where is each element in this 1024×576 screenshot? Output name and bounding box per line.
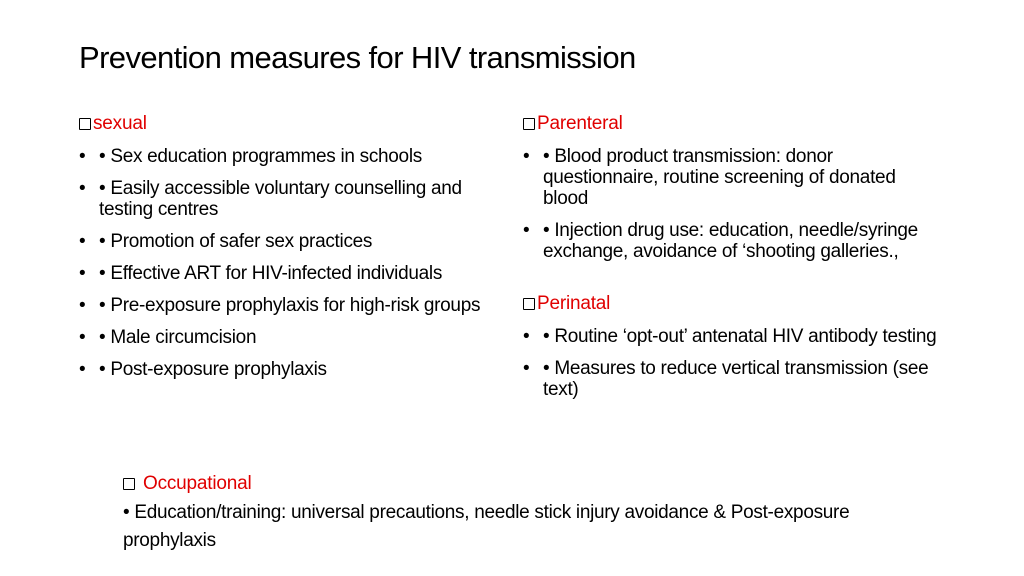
perinatal-heading-label: Perinatal — [537, 293, 611, 314]
list-item: • • Promotion of safer sex practices — [79, 231, 373, 252]
list-item: • • Pre-exposure prophylaxis for high-risk groups — [79, 295, 481, 316]
checkbox-bullet-icon — [79, 118, 91, 130]
bullet-icon: • — [79, 263, 86, 284]
checkbox-bullet-icon — [523, 298, 535, 310]
parenteral-heading-label: Parenteral — [537, 113, 623, 134]
list-item: • • Sex education programmes in schools — [79, 146, 422, 167]
bullet-icon: • — [79, 359, 86, 380]
bullet-icon: • — [79, 178, 86, 199]
sexual-section — [79, 112, 489, 380]
sexual-heading-label: sexual — [93, 113, 147, 134]
bullet-icon: • — [79, 146, 86, 167]
list-item: • • Effective ART for HIV-infected individuals — [79, 263, 443, 284]
bullet-icon: • — [523, 146, 530, 167]
parenteral-heading — [523, 112, 943, 135]
right-column — [523, 112, 943, 400]
list-item: • • Measures to reduce vertical transmission (see text) — [523, 358, 929, 400]
bullet-icon: • — [523, 220, 530, 241]
slide-title: Prevention measures for HIV transmission — [79, 40, 636, 75]
list-item: • • Post-exposure prophylaxis — [79, 359, 327, 380]
checkbox-bullet-icon — [523, 118, 535, 130]
bullet-icon: • — [523, 326, 530, 347]
bullet-icon: • — [79, 327, 86, 348]
sexual-heading — [79, 112, 489, 135]
list-item: • • Routine ‘opt-out’ antenatal HIV antibody testing — [523, 326, 937, 347]
occupational-heading — [123, 472, 943, 495]
list-item: • • Male circumcision — [79, 327, 257, 348]
parenteral-list — [523, 146, 943, 262]
list-item: • • Easily accessible voluntary counselling and testing centres — [79, 178, 462, 220]
bullet-icon: • — [523, 358, 530, 379]
list-item: • • Blood product transmission: donor questionnaire, routine screening of donated blood — [523, 146, 896, 209]
perinatal-heading — [523, 292, 943, 315]
sexual-list — [79, 146, 489, 380]
occupational-heading-label: Occupational — [143, 473, 252, 494]
perinatal-list — [523, 326, 943, 400]
occupational-text: • Education/training: universal precautions, needle stick injury avoidance & Post-exposure prophylaxis — [123, 502, 850, 551]
occupational-section — [123, 472, 943, 555]
checkbox-bullet-icon — [123, 478, 135, 490]
list-item: • • Injection drug use: education, needle/syringe exchange, avoidance of ‘shooting galleries., — [523, 220, 918, 262]
bullet-icon: • — [79, 231, 86, 252]
bullet-icon: • — [79, 295, 86, 316]
